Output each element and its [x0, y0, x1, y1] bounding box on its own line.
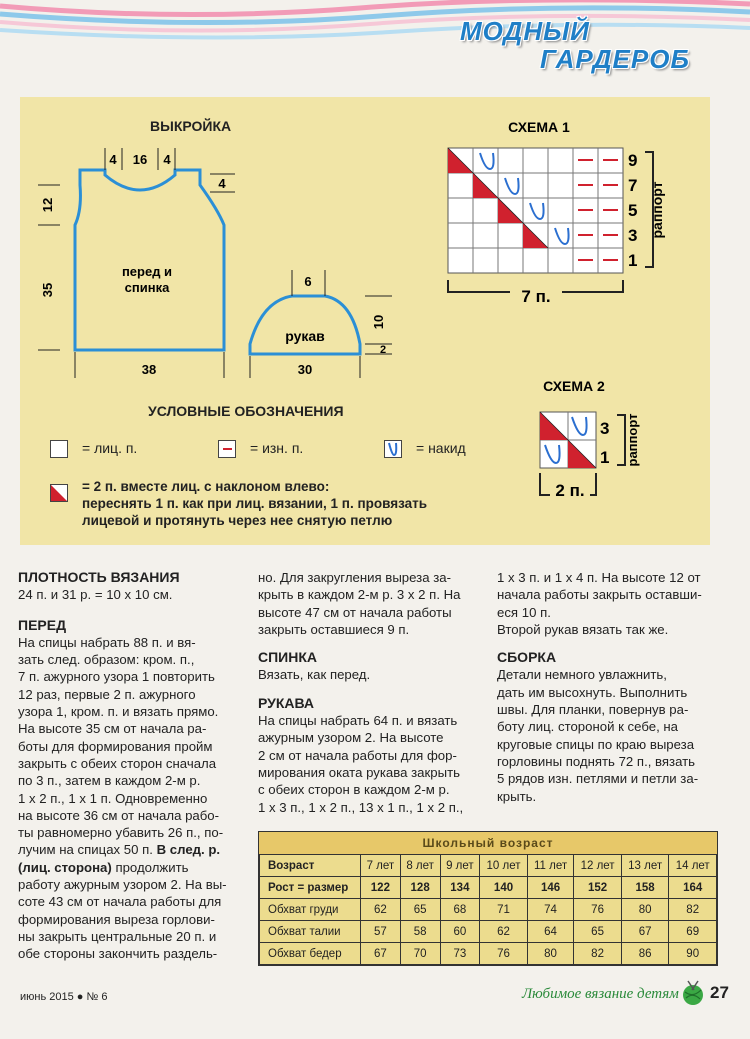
dim-bottom: 38 — [141, 362, 157, 377]
table-cell: 80 — [527, 943, 574, 965]
table-cell: 57 — [361, 921, 401, 943]
front-line: работу ажурным узором 2. На вы- — [18, 877, 227, 893]
size-table — [258, 831, 718, 966]
brand-title-line1: МОДНЫЙ — [460, 16, 590, 46]
front-line: обе стороны закончить раздель- — [18, 946, 218, 962]
text-line: 1 х 3 п. и 1 х 4 п. На высоте 12 от — [497, 570, 701, 585]
page-number: 27 — [710, 983, 729, 1002]
issue-info: июнь 2015 ● № 6 — [20, 991, 108, 1003]
front-line: На высоте 35 см от начала ра- — [18, 721, 207, 737]
table-header-cell: 9 лет — [440, 855, 480, 877]
size-table-title: Школьный возраст — [259, 832, 717, 854]
text-line: Второй рукав вязать так же. — [497, 621, 669, 637]
header-stripes — [0, 0, 750, 48]
table-cell: 70 — [400, 943, 440, 965]
front-heading: ПЕРЕД — [18, 616, 67, 633]
pattern-title: ВЫКРОЙКА — [150, 118, 232, 134]
table-cell: 146 — [527, 877, 574, 899]
front-back-outline — [75, 170, 224, 350]
table-cell: 58 — [400, 921, 440, 943]
legend-knit: = лиц. п. — [82, 440, 138, 456]
scheme-1-row-5: 5 — [628, 201, 638, 220]
table-cell: Обхват груди — [260, 899, 361, 921]
table-cell: 62 — [480, 921, 528, 943]
table-cell: 152 — [574, 877, 622, 899]
text-line: но. Для закругления выреза за- — [258, 570, 451, 585]
front-line-mixed-a — [18, 841, 246, 858]
table-cell: 67 — [621, 921, 669, 943]
table-header-cell: 13 лет — [621, 855, 669, 877]
table-header-cell: 10 лет — [480, 855, 528, 877]
scheme-1-row-7: 7 — [628, 176, 638, 195]
table-header-cell: Возраст — [260, 855, 361, 877]
front-line: боты для формирования пройм — [18, 738, 213, 754]
text-line: 5 рядов изн. петлями и петли за- — [497, 771, 699, 787]
legend-title: УСЛОВНЫЕ ОБОЗНАЧЕНИЯ — [148, 403, 344, 419]
table-cell: 140 — [480, 877, 528, 899]
text-line: мирования оката рукава закрыть — [258, 764, 460, 780]
scheme-1-chart — [440, 112, 680, 312]
table-cell: 134 — [440, 877, 480, 899]
knit-symbol — [50, 440, 68, 458]
scheme-1-row-1: 1 — [628, 251, 638, 270]
decrease-symbol — [50, 484, 68, 502]
table-cell: Обхват бедер — [260, 943, 361, 965]
front-line: узора 1, кром. п. и вязать прямо. — [18, 704, 219, 720]
text-line: высоте 47 см от начала работы — [258, 604, 452, 620]
text-line: круговые спицы по краю выреза — [497, 736, 695, 752]
table-header-cell: 12 лет — [574, 855, 622, 877]
text-line: начала работы закрыть оставши- — [497, 587, 702, 603]
gauge-text: 24 п. и 31 р. = 10 х 10 см. — [18, 587, 173, 603]
scheme-1-row-3: 3 — [628, 226, 638, 245]
front-label-2: спинка — [124, 280, 170, 295]
front-line: 7 п. ажурного узора 1 повторить — [18, 669, 215, 685]
table-row — [260, 921, 717, 943]
legend-yarn-over: = накид — [416, 440, 466, 456]
table-row — [260, 877, 717, 899]
table-cell: 74 — [527, 899, 574, 921]
front-tail-b: продолжить — [111, 859, 189, 875]
text-line: закрыть оставшиеся 9 п. — [258, 621, 410, 637]
table-cell: 67 — [361, 943, 401, 965]
sleeve-pattern — [240, 266, 400, 386]
text-line: крыть в каждом 2-м р. 3 х 2 п. На — [258, 587, 461, 603]
table-cell: Рост = размер — [260, 877, 361, 899]
scheme-1-title: СХЕМА 1 — [508, 119, 570, 135]
table-cell: 65 — [400, 899, 440, 921]
text-line: 2 см от начала работы для фор- — [258, 747, 457, 763]
gauge-heading: ПЛОТНОСТЬ ВЯЗАНИЯ — [18, 569, 180, 585]
table-cell: 122 — [361, 877, 401, 899]
instructions-column-3 — [497, 569, 719, 805]
table-cell: 65 — [574, 921, 622, 943]
assembly-heading: СБОРКА — [497, 649, 557, 666]
front-line: на высоте 36 см от начала рабо- — [18, 807, 220, 823]
table-cell: 128 — [400, 877, 440, 899]
front-line: лучим на спицах 50 п. — [18, 842, 157, 858]
table-row — [260, 899, 717, 921]
table-header-cell: 11 лет — [527, 855, 574, 877]
yarn-ball-icon — [680, 980, 706, 1006]
text-line: крыть. — [497, 788, 537, 804]
legend-decrease-line2: переснять 1 п. как при лиц. вязании, 1 п. провязать — [82, 496, 428, 511]
sleeve-outline — [250, 296, 360, 354]
scheme-2-repeat: раппорт — [625, 413, 640, 467]
scheme-2-row-3: 3 — [600, 419, 610, 438]
text-line: с обеих сторон в каждом 2-м р. — [258, 782, 450, 798]
front-line: ты равномерно убавить 26 п., по- — [18, 825, 224, 841]
text-line: На спицы набрать 64 п. и вязать — [258, 713, 458, 729]
table-header-cell: 7 лет — [361, 855, 401, 877]
scheme-2-width: 2 п. — [555, 481, 585, 500]
dim-side-lower: 35 — [40, 282, 55, 298]
scheme-1-width: 7 п. — [521, 287, 551, 306]
table-cell: Обхват талии — [260, 921, 361, 943]
instructions-column-1 — [18, 569, 246, 963]
front-line: зать след. образом: кром. п., — [18, 652, 195, 668]
table-cell: 82 — [669, 899, 717, 921]
table-cell: 60 — [440, 921, 480, 943]
sleeve-dim-right: 10 — [371, 314, 386, 330]
legend-purl: = изн. п. — [250, 440, 304, 456]
table-cell: 90 — [669, 943, 717, 965]
table-cell: 69 — [669, 921, 717, 943]
table-cell: 73 — [440, 943, 480, 965]
sleeve-dim-right-small: 2 — [379, 344, 387, 356]
legend-decrease-line3: лицевой и протянуть через нее снятую петлю — [82, 513, 393, 528]
table-cell: 62 — [361, 899, 401, 921]
dim-side-upper: 12 — [40, 197, 55, 213]
front-line: 1 х 2 п., 1 х 1 п. Одновременно — [18, 790, 208, 806]
front-line: формирования выреза горлови- — [18, 911, 215, 927]
table-header-row — [260, 855, 717, 877]
table-cell: 71 — [480, 899, 528, 921]
purl-symbol — [218, 440, 236, 458]
text-line: швы. Для планки, повернув ра- — [497, 702, 689, 718]
scheme-2-row-1: 1 — [600, 448, 610, 467]
dim-top-left: 4 — [109, 152, 117, 167]
sleeve-dim-top: 6 — [304, 274, 312, 289]
brand-title-line2: ГАРДЕРОБ — [540, 44, 690, 74]
legend-decrease-line1: = 2 п. вместе лиц. с наклоном влево: — [82, 479, 330, 494]
text-line: 1 х 3 п., 1 х 2 п., 13 х 1 п., 1 х 2 п., — [258, 799, 464, 815]
dim-top-right: 4 — [163, 152, 171, 167]
text-line: боту лиц. стороной к себе, на — [497, 719, 679, 735]
text-line: дать им высохнуть. Выполнить — [497, 684, 688, 700]
scheme-2-title: СХЕМА 2 — [543, 378, 605, 394]
text-line: еся 10 п. — [497, 604, 551, 620]
front-line: закрыть с обеих сторон сначала — [18, 755, 217, 771]
scheme-1-repeat: раппорт — [649, 181, 665, 239]
dim-right: 4 — [218, 176, 226, 191]
sleeve-label: рукав — [285, 328, 325, 344]
front-line: 12 раз, первые 2 п. ажурного — [18, 686, 196, 702]
legend-decrease — [82, 478, 427, 529]
front-line: На спицы набрать 88 п. и вя- — [18, 634, 196, 650]
table-cell: 82 — [574, 943, 622, 965]
table-cell: 158 — [621, 877, 669, 899]
table-cell: 76 — [574, 899, 622, 921]
text-line: ажурным узором 2. На высоте — [258, 730, 444, 746]
table-cell: 80 — [621, 899, 669, 921]
table-cell: 64 — [527, 921, 574, 943]
front-bold-b: (лиц. сторона) — [18, 859, 112, 875]
text-line: горловины поднять 72 п., вязать — [497, 753, 696, 769]
yarn-over-symbol — [384, 440, 402, 458]
dim-top-mid: 16 — [132, 152, 148, 167]
front-line-mixed-b — [18, 859, 246, 876]
front-label-1: перед и — [121, 264, 173, 279]
magazine-name: Любимое вязание детям — [522, 986, 679, 1002]
scheme-2-chart — [532, 375, 672, 505]
sleeves-heading: РУКАВА — [258, 694, 315, 711]
instructions-column-2 — [258, 569, 486, 816]
front-line: соте 43 см от начала работы для — [18, 894, 222, 910]
table-cell: 68 — [440, 899, 480, 921]
back-text: Вязать, как перед. — [258, 667, 371, 683]
table-row — [260, 943, 717, 965]
scheme-1-row-9: 9 — [628, 151, 638, 170]
front-back-pattern — [30, 140, 250, 385]
back-heading: СПИНКА — [258, 649, 318, 666]
front-bold-a: В след. р. — [156, 842, 221, 858]
table-cell: 86 — [621, 943, 669, 965]
front-line: ны закрыть центральные 20 п. и — [18, 928, 217, 944]
front-line: по 3 п., затем в каждом 2-м р. — [18, 773, 201, 789]
table-cell: 76 — [480, 943, 528, 965]
text-line: Детали немного увлажнить, — [497, 667, 667, 683]
sleeve-dim-bottom: 30 — [297, 362, 313, 377]
table-cell: 164 — [669, 877, 717, 899]
table-header-cell: 14 лет — [669, 855, 717, 877]
table-header-cell: 8 лет — [400, 855, 440, 877]
